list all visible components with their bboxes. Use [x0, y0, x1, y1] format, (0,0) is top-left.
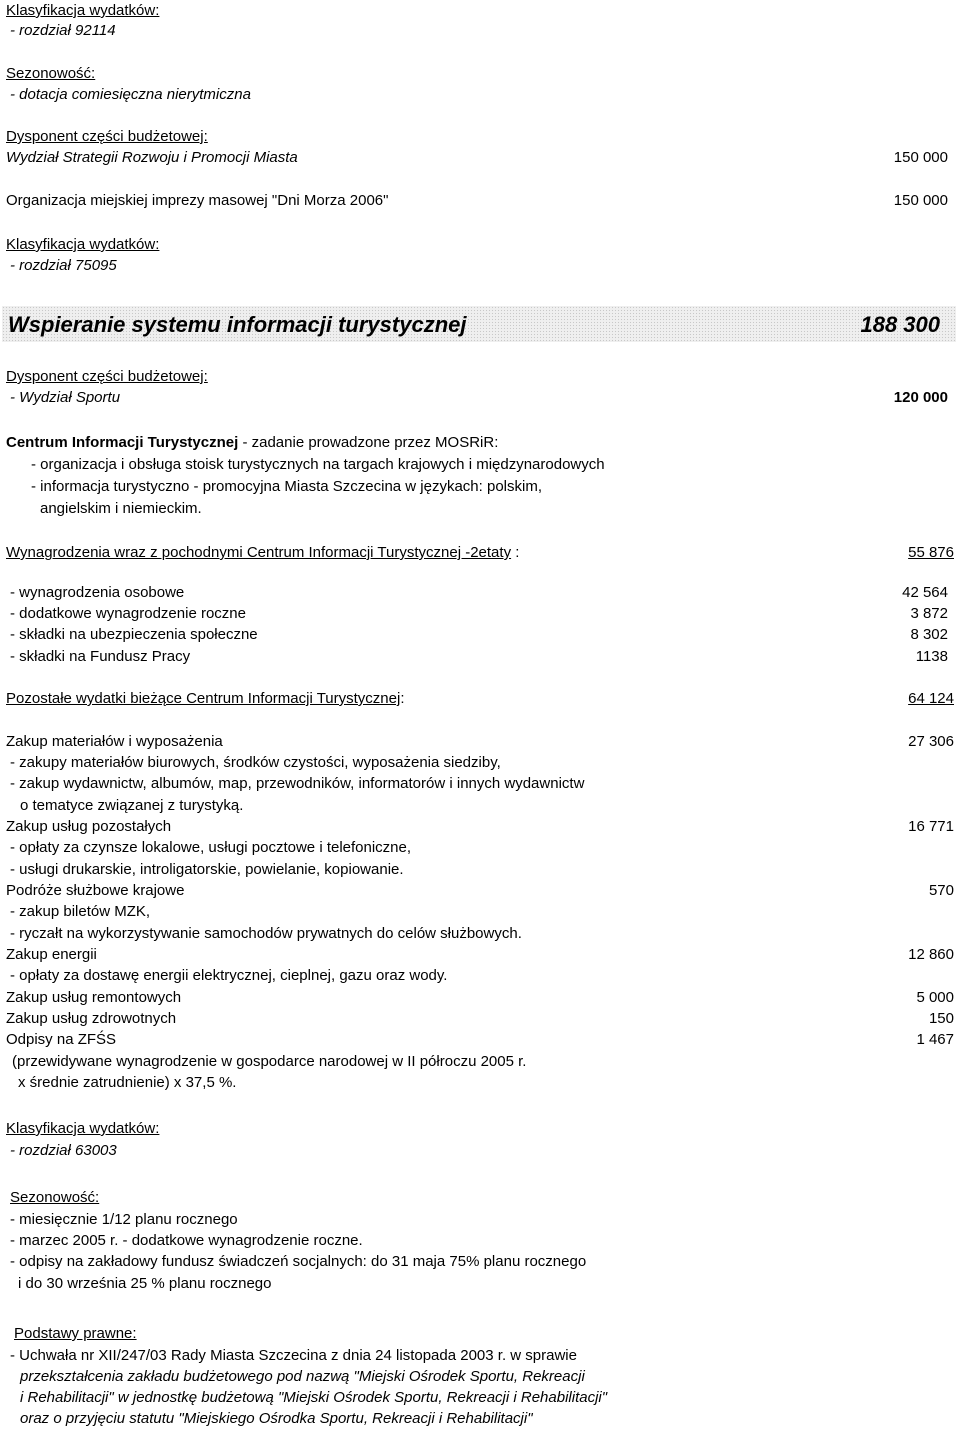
- zfss-line-2: x średnie zatrudnienie) x 37,5 %.: [18, 1074, 237, 1091]
- dysponent2-value: - Wydział Sportu: [10, 389, 121, 406]
- sezonowosc-label: Sezonowość:: [6, 65, 96, 82]
- podstawy-line-4: oraz o przyjęciu statutu "Miejskiego Ośrodka Sportu, Rekreacji i Rehabilitacji": [20, 1410, 533, 1427]
- wyn-item-amount: 8 302: [910, 626, 948, 643]
- uslugi-line-1: - opłaty za czynsze lokalowe, usługi pocztowe i telefoniczne,: [10, 839, 412, 856]
- organizacja-label: Organizacja miejskiej imprezy masowej "Dni Morza 2006": [6, 192, 389, 209]
- wyn-item-amount: 42 564: [902, 584, 948, 601]
- zdrowotne-amount: 150: [928, 1010, 954, 1027]
- zfss-amount: 1 467: [916, 1031, 954, 1048]
- podstawy-label: Podstawy prawne:: [14, 1325, 137, 1342]
- wyn-item-label: - dodatkowe wynagrodzenie roczne: [10, 605, 246, 622]
- organizacja-amount: 150 000: [893, 192, 948, 209]
- dysponent-amount: 150 000: [893, 149, 948, 166]
- remont-amount: 5 000: [916, 989, 954, 1006]
- wynagrodzenia-label: [6, 544, 519, 562]
- centrum-heading: [6, 434, 498, 452]
- wynagrodzenia-label-suffix: :: [511, 544, 520, 561]
- wyn-item-amount: 3 872: [910, 605, 948, 622]
- wyn-item-label: - składki na Fundusz Pracy: [10, 648, 191, 665]
- wyn-item-amount: 1138: [915, 648, 948, 665]
- uslugi-line-2: - usługi drukarskie, introligatorskie, powielanie, kopiowanie.: [10, 861, 404, 878]
- zfss-line-1: (przewidywane wynagrodzenie w gospodarce narodowej w II półroczu 2005 r.: [12, 1053, 527, 1070]
- energia-label: Zakup energii: [6, 946, 97, 963]
- wyn-item-label: - wynagrodzenia osobowe: [10, 584, 185, 601]
- sezonowosc2-line-3: - odpisy na zakładowy fundusz świadczeń socjalnych: do 31 maja 75% planu rocznego: [10, 1253, 587, 1270]
- pozostale-label-text: Pozostałe wydatki bieżące Centrum Informacji Turystycznej: [6, 690, 401, 707]
- zfss-label: Odpisy na ZFŚS: [6, 1031, 117, 1048]
- dysponent-label: Dysponent części budżetowej:: [6, 128, 208, 145]
- klasyfikacja-label: Klasyfikacja wydatków:: [6, 2, 160, 19]
- energia-line-1: - opłaty za dostawę energii elektrycznej, cieplnej, gazu oraz wody.: [10, 967, 448, 984]
- zdrowotne-label: Zakup usług zdrowotnych: [6, 1010, 177, 1027]
- dysponent2-label: Dysponent części budżetowej:: [6, 368, 208, 385]
- sezonowosc2-line-2: - marzec 2005 r. - dodatkowe wynagrodzenie roczne.: [10, 1232, 363, 1249]
- podroze-amount: 570: [928, 882, 954, 899]
- wynagrodzenia-amount: 55 876: [908, 544, 954, 561]
- centrum-line-1: - organizacja i obsługa stoisk turystycznych na targach krajowych i międzynarodowych: [31, 456, 605, 473]
- dysponent-value: Wydział Strategii Rozwoju i Promocji Miasta: [6, 149, 298, 166]
- uslugi-amount: 16 771: [908, 818, 954, 835]
- section-banner: [2, 306, 956, 342]
- zakup-materialow-line-1: - zakupy materiałów biurowych, środków czystości, wyposażenia siedziby,: [10, 754, 501, 771]
- klasyfikacja3-label: Klasyfikacja wydatków:: [6, 1120, 160, 1137]
- podroze-label: Podróże służbowe krajowe: [6, 882, 185, 899]
- podstawy-line-1: - Uchwała nr XII/247/03 Rady Miasta Szczecina z dnia 24 listopada 2003 r. w sprawie: [10, 1347, 577, 1364]
- podstawy-line-3: i Rehabilitacji" w jednostkę budżetową "Miejski Ośrodek Sportu, Rekreacji i Rehabilitacji": [20, 1389, 608, 1406]
- centrum-line-3: angielskim i niemieckim.: [40, 500, 202, 517]
- zakup-materialow-amount: 27 306: [908, 733, 954, 750]
- pozostale-label-suffix: :: [400, 690, 405, 707]
- pozostale-label: [6, 690, 405, 708]
- sezonowosc2-line-1: - miesięcznie 1/12 planu rocznego: [10, 1211, 238, 1228]
- banner-amount: 188 300: [860, 312, 940, 337]
- klasyfikacja-value: - rozdział 92114: [10, 22, 116, 39]
- klasyfikacja2-label: Klasyfikacja wydatków:: [6, 236, 160, 253]
- klasyfikacja3-value: - rozdział 63003: [10, 1142, 117, 1159]
- uslugi-label: Zakup usług pozostałych: [6, 818, 172, 835]
- remont-label: Zakup usług remontowych: [6, 989, 182, 1006]
- klasyfikacja2-value: - rozdział 75095: [10, 257, 117, 274]
- sezonowosc2-line-4: i do 30 września 25 % planu rocznego: [18, 1275, 272, 1292]
- sezonowosc2-label: Sezonowość:: [10, 1189, 100, 1206]
- pozostale-amount: 64 124: [908, 690, 954, 707]
- energia-amount: 12 860: [908, 946, 954, 963]
- podroze-line-1: - zakup biletów MZK,: [10, 903, 151, 920]
- centrum-line-2: - informacja turystyczno - promocyjna Miasta Szczecina w językach: polskim,: [31, 478, 542, 495]
- centrum-bold: Centrum Informacji Turystycznej: [6, 434, 239, 451]
- zakup-materialow-label: Zakup materiałów i wyposażenia: [6, 733, 223, 750]
- dysponent2-amount: 120 000: [893, 389, 948, 406]
- banner-title: Wspieranie systemu informacji turystycznej: [8, 312, 467, 337]
- centrum-rest: - zadanie prowadzone przez MOSRiR:: [238, 434, 499, 451]
- wyn-item-label: - składki na ubezpieczenia społeczne: [10, 626, 258, 643]
- zakup-materialow-line-2: - zakup wydawnictw, albumów, map, przewodników, informatorów i innych wydawnictw: [10, 775, 585, 792]
- wynagrodzenia-label-text: Wynagrodzenia wraz z pochodnymi Centrum Informacji Turystycznej -2etaty: [6, 544, 512, 561]
- podstawy-line-2: przekształcenia zakładu budżetowego pod nazwą "Miejski Ośrodek Sportu, Rekreacji: [20, 1368, 585, 1385]
- zakup-materialow-line-3: o tematyce związanej z turystyką.: [20, 797, 244, 814]
- sezonowosc-value: - dotacja comiesięczna nierytmiczna: [10, 86, 251, 103]
- podroze-line-2: - ryczałt na wykorzystywanie samochodów prywatnych do celów służbowych.: [10, 925, 522, 942]
